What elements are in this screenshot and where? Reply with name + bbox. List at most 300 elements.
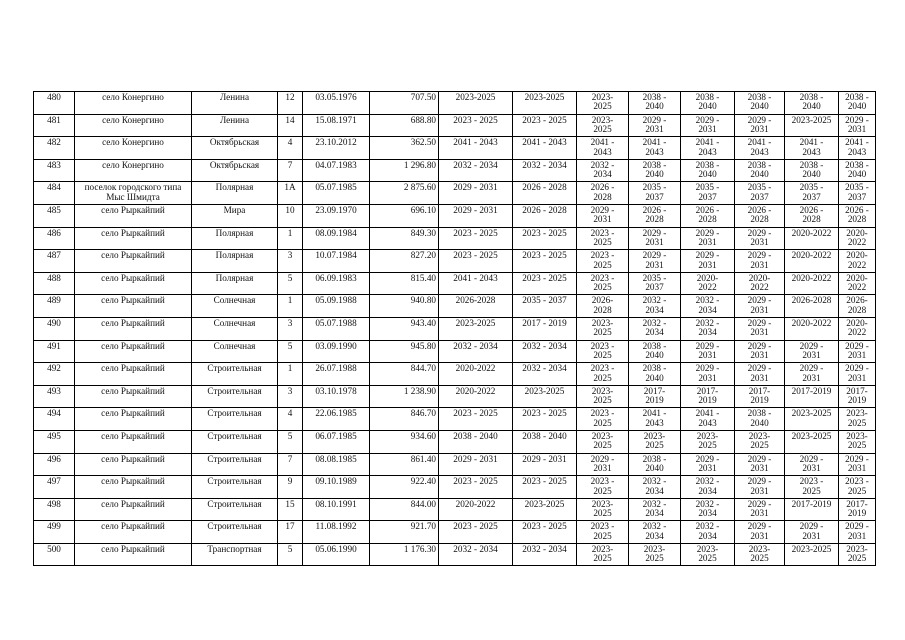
cell-period-3: 2023 - 2025: [577, 521, 629, 544]
cell-period-2: 2032 - 2034: [513, 340, 577, 363]
cell-house-number: 7: [278, 159, 303, 182]
cell-house-number: 1: [278, 295, 303, 318]
cell-period-2: 2023-2025: [513, 92, 577, 115]
cell-period-5: 2029 - 2031: [681, 363, 735, 386]
cell-period-8: 2041 - 2043: [839, 137, 876, 160]
cell-period-2: 2026 - 2028: [513, 182, 577, 205]
cell-period-5: 2023- 2025: [681, 543, 735, 566]
cell-row-number: 485: [34, 204, 75, 227]
cell-period-1: 2041 - 2043: [439, 137, 513, 160]
cell-period-8: 2026 - 2028: [839, 204, 876, 227]
cell-period-4: 2041 - 2043: [629, 408, 681, 431]
table-row: [34, 385, 876, 408]
cell-area: 934.60: [370, 430, 439, 453]
cell-period-6: 2029 - 2031: [735, 521, 785, 544]
cell-period-3: 2023 - 2025: [577, 272, 629, 295]
cell-settlement: село Рыркайпий: [75, 521, 192, 544]
cell-period-4: 2038 - 2040: [629, 159, 681, 182]
cell-period-4: 2029 - 2031: [629, 227, 681, 250]
cell-area: 846.70: [370, 408, 439, 431]
cell-area: 2 875.60: [370, 182, 439, 205]
cell-house-number: 1А: [278, 182, 303, 205]
cell-period-8: 2017- 2019: [839, 498, 876, 521]
cell-settlement: село Конергино: [75, 137, 192, 160]
cell-period-6: 2035 - 2037: [735, 182, 785, 205]
cell-commission-date: 04.07.1983: [303, 159, 370, 182]
cell-street: Ленина: [192, 92, 278, 115]
cell-period-4: 2023- 2025: [629, 543, 681, 566]
cell-period-4: 2023- 2025: [629, 430, 681, 453]
cell-period-1: 2023 - 2025: [439, 476, 513, 499]
cell-period-3: 2026- 2028: [577, 295, 629, 318]
cell-period-7: 2029 - 2031: [785, 363, 839, 386]
cell-period-5: 2035 - 2037: [681, 182, 735, 205]
cell-period-5: 2032 - 2034: [681, 317, 735, 340]
cell-commission-date: 22.06.1985: [303, 408, 370, 431]
cell-street: Октябрьская: [192, 159, 278, 182]
cell-period-1: 2023 - 2025: [439, 408, 513, 431]
cell-commission-date: 06.09.1983: [303, 272, 370, 295]
table-row: [34, 363, 876, 386]
cell-house-number: 1: [278, 227, 303, 250]
cell-settlement: село Рыркайпий: [75, 543, 192, 566]
cell-row-number: 500: [34, 543, 75, 566]
cell-street: Мира: [192, 204, 278, 227]
cell-period-1: 2032 - 2034: [439, 159, 513, 182]
table-row: [34, 476, 876, 499]
cell-period-2: 2032 - 2034: [513, 159, 577, 182]
cell-commission-date: 08.08.1985: [303, 453, 370, 476]
cell-period-8: 2029 - 2031: [839, 363, 876, 386]
cell-settlement: село Рыркайпий: [75, 227, 192, 250]
cell-area: 861.40: [370, 453, 439, 476]
cell-period-2: 2032 - 2034: [513, 363, 577, 386]
cell-period-8: 2020- 2022: [839, 250, 876, 273]
cell-period-6: 2041 - 2043: [735, 137, 785, 160]
cell-period-1: 2020-2022: [439, 498, 513, 521]
cell-period-2: 2023 - 2025: [513, 272, 577, 295]
cell-area: 815.40: [370, 272, 439, 295]
cell-area: 1 176.30: [370, 543, 439, 566]
cell-period-8: 2020- 2022: [839, 317, 876, 340]
cell-period-8: 2035 - 2037: [839, 182, 876, 205]
cell-period-3: 2023 - 2025: [577, 340, 629, 363]
cell-period-6: 2023- 2025: [735, 430, 785, 453]
cell-period-6: 2029 - 2031: [735, 227, 785, 250]
cell-commission-date: 26.07.1988: [303, 363, 370, 386]
cell-period-4: 2041 - 2043: [629, 137, 681, 160]
cell-period-7: 2026 - 2028: [785, 204, 839, 227]
cell-settlement: поселок городского типа Мыс Шмидта: [75, 182, 192, 205]
table-row: [34, 453, 876, 476]
cell-period-5: 2020- 2022: [681, 272, 735, 295]
cell-period-1: 2023 - 2025: [439, 250, 513, 273]
cell-period-5: 2026 - 2028: [681, 204, 735, 227]
cell-period-6: 2038 - 2040: [735, 159, 785, 182]
cell-row-number: 495: [34, 430, 75, 453]
cell-area: 922.40: [370, 476, 439, 499]
cell-area: 362.50: [370, 137, 439, 160]
cell-commission-date: 05.07.1985: [303, 182, 370, 205]
cell-house-number: 17: [278, 521, 303, 544]
cell-period-2: 2029 - 2031: [513, 453, 577, 476]
cell-period-4: 2038 - 2040: [629, 453, 681, 476]
cell-period-6: 2029 - 2031: [735, 476, 785, 499]
cell-period-1: 2029 - 2031: [439, 182, 513, 205]
cell-period-5: 2029 - 2031: [681, 250, 735, 273]
cell-period-8: 2026- 2028: [839, 295, 876, 318]
cell-area: 688.80: [370, 114, 439, 137]
cell-period-8: 2029 - 2031: [839, 114, 876, 137]
cell-settlement: село Рыркайпий: [75, 476, 192, 499]
cell-period-3: 2023 - 2025: [577, 227, 629, 250]
cell-settlement: село Конергино: [75, 159, 192, 182]
cell-house-number: 5: [278, 543, 303, 566]
cell-row-number: 480: [34, 92, 75, 115]
cell-period-4: 2032 - 2034: [629, 521, 681, 544]
cell-settlement: село Рыркайпий: [75, 430, 192, 453]
cell-settlement: село Рыркайпий: [75, 385, 192, 408]
cell-period-7: 2020-2022: [785, 227, 839, 250]
cell-settlement: село Рыркайпий: [75, 453, 192, 476]
cell-period-2: 2023 - 2025: [513, 227, 577, 250]
cell-period-3: 2029 - 2031: [577, 453, 629, 476]
cell-period-4: 2032 - 2034: [629, 476, 681, 499]
cell-period-2: 2023 - 2025: [513, 521, 577, 544]
table-row: [34, 317, 876, 340]
cell-area: 940.80: [370, 295, 439, 318]
cell-street: Солнечная: [192, 340, 278, 363]
table-row: [34, 182, 876, 205]
cell-house-number: 12: [278, 92, 303, 115]
cell-period-7: 2017-2019: [785, 385, 839, 408]
cell-period-7: 2029 - 2031: [785, 340, 839, 363]
cell-period-5: 2038 - 2040: [681, 159, 735, 182]
cell-settlement: село Рыркайпий: [75, 204, 192, 227]
cell-period-4: 2029 - 2031: [629, 250, 681, 273]
cell-period-8: 2038 - 2040: [839, 159, 876, 182]
cell-period-7: 2029 - 2031: [785, 453, 839, 476]
cell-period-6: 2029 - 2031: [735, 498, 785, 521]
cell-period-2: 2023 - 2025: [513, 114, 577, 137]
table-row: [34, 250, 876, 273]
cell-period-2: 2041 - 2043: [513, 137, 577, 160]
cell-settlement: село Рыркайпий: [75, 363, 192, 386]
cell-period-5: 2017- 2019: [681, 385, 735, 408]
cell-settlement: село Рыркайпий: [75, 408, 192, 431]
cell-period-3: 2032 - 2034: [577, 159, 629, 182]
cell-period-7: 2020-2022: [785, 250, 839, 273]
cell-period-1: 2020-2022: [439, 363, 513, 386]
table-row: [34, 498, 876, 521]
cell-period-5: 2029 - 2031: [681, 227, 735, 250]
cell-street: Солнечная: [192, 295, 278, 318]
cell-period-3: 2041 - 2043: [577, 137, 629, 160]
cell-period-6: 2029 - 2031: [735, 453, 785, 476]
cell-period-8: 2017- 2019: [839, 385, 876, 408]
cell-street: Транспортная: [192, 543, 278, 566]
cell-period-7: 2035 - 2037: [785, 182, 839, 205]
cell-period-6: 2029 - 2031: [735, 114, 785, 137]
cell-period-7: 2020-2022: [785, 272, 839, 295]
cell-period-6: 2029 - 2031: [735, 317, 785, 340]
table-row: [34, 521, 876, 544]
cell-commission-date: 23.10.2012: [303, 137, 370, 160]
cell-period-3: 2023- 2025: [577, 430, 629, 453]
cell-period-2: 2023 - 2025: [513, 250, 577, 273]
cell-street: Солнечная: [192, 317, 278, 340]
cell-commission-date: 05.07.1988: [303, 317, 370, 340]
cell-commission-date: 03.05.1976: [303, 92, 370, 115]
cell-commission-date: 05.06.1990: [303, 543, 370, 566]
cell-row-number: 496: [34, 453, 75, 476]
cell-row-number: 481: [34, 114, 75, 137]
cell-period-1: 2029 - 2031: [439, 204, 513, 227]
cell-period-1: 2020-2022: [439, 385, 513, 408]
cell-house-number: 3: [278, 385, 303, 408]
cell-settlement: село Рыркайпий: [75, 250, 192, 273]
cell-period-5: 2023- 2025: [681, 430, 735, 453]
cell-period-2: 2026 - 2028: [513, 204, 577, 227]
cell-period-3: 2023- 2025: [577, 543, 629, 566]
cell-street: Строительная: [192, 385, 278, 408]
cell-period-2: 2023 - 2025: [513, 408, 577, 431]
cell-row-number: 487: [34, 250, 75, 273]
cell-period-7: 2029 - 2031: [785, 521, 839, 544]
cell-period-6: 2038 - 2040: [735, 92, 785, 115]
cell-period-3: 2023 - 2025: [577, 250, 629, 273]
cell-house-number: 3: [278, 250, 303, 273]
cell-period-3: 2023- 2025: [577, 114, 629, 137]
cell-period-8: 2023 - 2025: [839, 476, 876, 499]
table-row: [34, 92, 876, 115]
cell-area: 943.40: [370, 317, 439, 340]
cell-street: Строительная: [192, 408, 278, 431]
cell-period-5: 2029 - 2031: [681, 453, 735, 476]
cell-area: 945.80: [370, 340, 439, 363]
cell-period-1: 2023 - 2025: [439, 227, 513, 250]
cell-period-5: 2029 - 2031: [681, 340, 735, 363]
table-row: [34, 159, 876, 182]
cell-period-7: 2020-2022: [785, 317, 839, 340]
cell-house-number: 5: [278, 340, 303, 363]
cell-period-5: 2032 - 2034: [681, 295, 735, 318]
cell-period-6: 2020- 2022: [735, 272, 785, 295]
cell-settlement: село Конергино: [75, 92, 192, 115]
cell-row-number: 486: [34, 227, 75, 250]
cell-commission-date: 08.10.1991: [303, 498, 370, 521]
cell-period-3: 2023- 2025: [577, 317, 629, 340]
cell-house-number: 4: [278, 137, 303, 160]
table-row: [34, 137, 876, 160]
cell-settlement: село Рыркайпий: [75, 340, 192, 363]
cell-period-6: 2029 - 2031: [735, 295, 785, 318]
cell-period-8: 2023- 2025: [839, 430, 876, 453]
cell-period-8: 2020- 2022: [839, 272, 876, 295]
cell-period-6: 2017- 2019: [735, 385, 785, 408]
cell-row-number: 492: [34, 363, 75, 386]
cell-period-1: 2023 - 2025: [439, 521, 513, 544]
cell-street: Полярная: [192, 250, 278, 273]
cell-street: Полярная: [192, 227, 278, 250]
cell-period-1: 2038 - 2040: [439, 430, 513, 453]
table-row: [34, 272, 876, 295]
cell-period-3: 2023- 2025: [577, 92, 629, 115]
cell-street: Строительная: [192, 521, 278, 544]
cell-period-4: 2038 - 2040: [629, 340, 681, 363]
cell-house-number: 3: [278, 317, 303, 340]
cell-commission-date: 03.10.1978: [303, 385, 370, 408]
cell-house-number: 7: [278, 453, 303, 476]
table-row: [34, 204, 876, 227]
cell-period-7: 2023-2025: [785, 408, 839, 431]
cell-period-7: 2017-2019: [785, 498, 839, 521]
cell-settlement: село Рыркайпий: [75, 272, 192, 295]
cell-period-1: 2023-2025: [439, 92, 513, 115]
cell-commission-date: 05.09.1988: [303, 295, 370, 318]
cell-street: Строительная: [192, 476, 278, 499]
cell-period-7: 2041 - 2043: [785, 137, 839, 160]
cell-house-number: 15: [278, 498, 303, 521]
cell-period-2: 2032 - 2034: [513, 543, 577, 566]
cell-house-number: 5: [278, 272, 303, 295]
cell-period-6: 2029 - 2031: [735, 363, 785, 386]
cell-period-5: 2029 - 2031: [681, 114, 735, 137]
cell-period-3: 2023 - 2025: [577, 408, 629, 431]
cell-house-number: 4: [278, 408, 303, 431]
cell-period-4: 2032 - 2034: [629, 295, 681, 318]
cell-period-5: 2041 - 2043: [681, 408, 735, 431]
cell-area: 844.70: [370, 363, 439, 386]
cell-period-2: 2035 - 2037: [513, 295, 577, 318]
cell-period-3: 2023 - 2025: [577, 476, 629, 499]
cell-period-7: 2038 - 2040: [785, 92, 839, 115]
cell-period-4: 2026 - 2028: [629, 204, 681, 227]
cell-period-6: 2038 - 2040: [735, 408, 785, 431]
cell-settlement: село Конергино: [75, 114, 192, 137]
cell-house-number: 10: [278, 204, 303, 227]
cell-period-4: 2035 - 2037: [629, 182, 681, 205]
cell-commission-date: 03.09.1990: [303, 340, 370, 363]
cell-period-5: 2032 - 2034: [681, 498, 735, 521]
cell-period-7: 2026-2028: [785, 295, 839, 318]
cell-row-number: 498: [34, 498, 75, 521]
cell-commission-date: 08.09.1984: [303, 227, 370, 250]
cell-period-4: 2038 - 2040: [629, 92, 681, 115]
cell-period-6: 2023- 2025: [735, 543, 785, 566]
cell-period-3: 2023 - 2025: [577, 363, 629, 386]
cell-period-6: 2029 - 2031: [735, 250, 785, 273]
cell-period-7: 2023-2025: [785, 543, 839, 566]
cell-period-7: 2023-2025: [785, 114, 839, 137]
cell-period-6: 2026 - 2028: [735, 204, 785, 227]
cell-period-2: 2023-2025: [513, 498, 577, 521]
cell-period-8: 2029 - 2031: [839, 521, 876, 544]
cell-period-3: 2023- 2025: [577, 498, 629, 521]
cell-period-1: 2029 - 2031: [439, 453, 513, 476]
cell-area: 1 296.80: [370, 159, 439, 182]
cell-period-5: 2032 - 2034: [681, 476, 735, 499]
table-row: [34, 408, 876, 431]
cell-period-2: 2017 - 2019: [513, 317, 577, 340]
cell-house-number: 5: [278, 430, 303, 453]
cell-period-8: 2029 - 2031: [839, 453, 876, 476]
cell-street: Октябрьская: [192, 137, 278, 160]
cell-row-number: 499: [34, 521, 75, 544]
cell-street: Строительная: [192, 453, 278, 476]
table-row: [34, 227, 876, 250]
cell-street: Строительная: [192, 498, 278, 521]
cell-period-7: 2023-2025: [785, 430, 839, 453]
cell-row-number: 489: [34, 295, 75, 318]
cell-row-number: 482: [34, 137, 75, 160]
cell-commission-date: 10.07.1984: [303, 250, 370, 273]
cell-area: 849.30: [370, 227, 439, 250]
cell-period-8: 2023- 2025: [839, 543, 876, 566]
cell-street: Строительная: [192, 363, 278, 386]
cell-period-6: 2029 - 2031: [735, 340, 785, 363]
cell-period-7: 2023 - 2025: [785, 476, 839, 499]
cell-period-1: 2032 - 2034: [439, 340, 513, 363]
cell-period-5: 2038 - 2040: [681, 92, 735, 115]
cell-street: Полярная: [192, 182, 278, 205]
cell-settlement: село Рыркайпий: [75, 317, 192, 340]
cell-area: 844.00: [370, 498, 439, 521]
cell-period-3: 2029 - 2031: [577, 204, 629, 227]
cell-commission-date: 15.08.1971: [303, 114, 370, 137]
cell-period-3: 2023- 2025: [577, 385, 629, 408]
cell-period-4: 2029 - 2031: [629, 114, 681, 137]
cell-period-4: 2032 - 2034: [629, 317, 681, 340]
cell-period-8: 2038 - 2040: [839, 92, 876, 115]
cell-area: 1 238.90: [370, 385, 439, 408]
cell-commission-date: 23.09.1970: [303, 204, 370, 227]
cell-row-number: 483: [34, 159, 75, 182]
cell-period-8: 2023- 2025: [839, 408, 876, 431]
table-row: [34, 114, 876, 137]
cell-period-8: 2020- 2022: [839, 227, 876, 250]
table-row: [34, 430, 876, 453]
cell-period-1: 2026-2028: [439, 295, 513, 318]
cell-row-number: 493: [34, 385, 75, 408]
cell-house-number: 9: [278, 476, 303, 499]
cell-period-3: 2026 - 2028: [577, 182, 629, 205]
table-row: [34, 340, 876, 363]
cell-period-1: 2023 - 2025: [439, 114, 513, 137]
cell-house-number: 14: [278, 114, 303, 137]
cell-period-5: 2032 - 2034: [681, 521, 735, 544]
table-row: [34, 543, 876, 566]
cell-period-8: 2029 - 2031: [839, 340, 876, 363]
cell-period-2: 2038 - 2040: [513, 430, 577, 453]
cell-settlement: село Рыркайпий: [75, 295, 192, 318]
cell-row-number: 490: [34, 317, 75, 340]
cell-period-2: 2023 - 2025: [513, 476, 577, 499]
cell-period-1: 2032 - 2034: [439, 543, 513, 566]
cell-row-number: 484: [34, 182, 75, 205]
cell-area: 707.50: [370, 92, 439, 115]
cell-period-7: 2038 - 2040: [785, 159, 839, 182]
housing-repair-schedule-table: [33, 91, 876, 566]
cell-area: 921.70: [370, 521, 439, 544]
cell-area: 827.20: [370, 250, 439, 273]
cell-commission-date: 09.10.1989: [303, 476, 370, 499]
cell-area: 696.10: [370, 204, 439, 227]
cell-period-4: 2035 - 2037: [629, 272, 681, 295]
cell-street: Ленина: [192, 114, 278, 137]
cell-street: Полярная: [192, 272, 278, 295]
cell-period-4: 2038 - 2040: [629, 363, 681, 386]
